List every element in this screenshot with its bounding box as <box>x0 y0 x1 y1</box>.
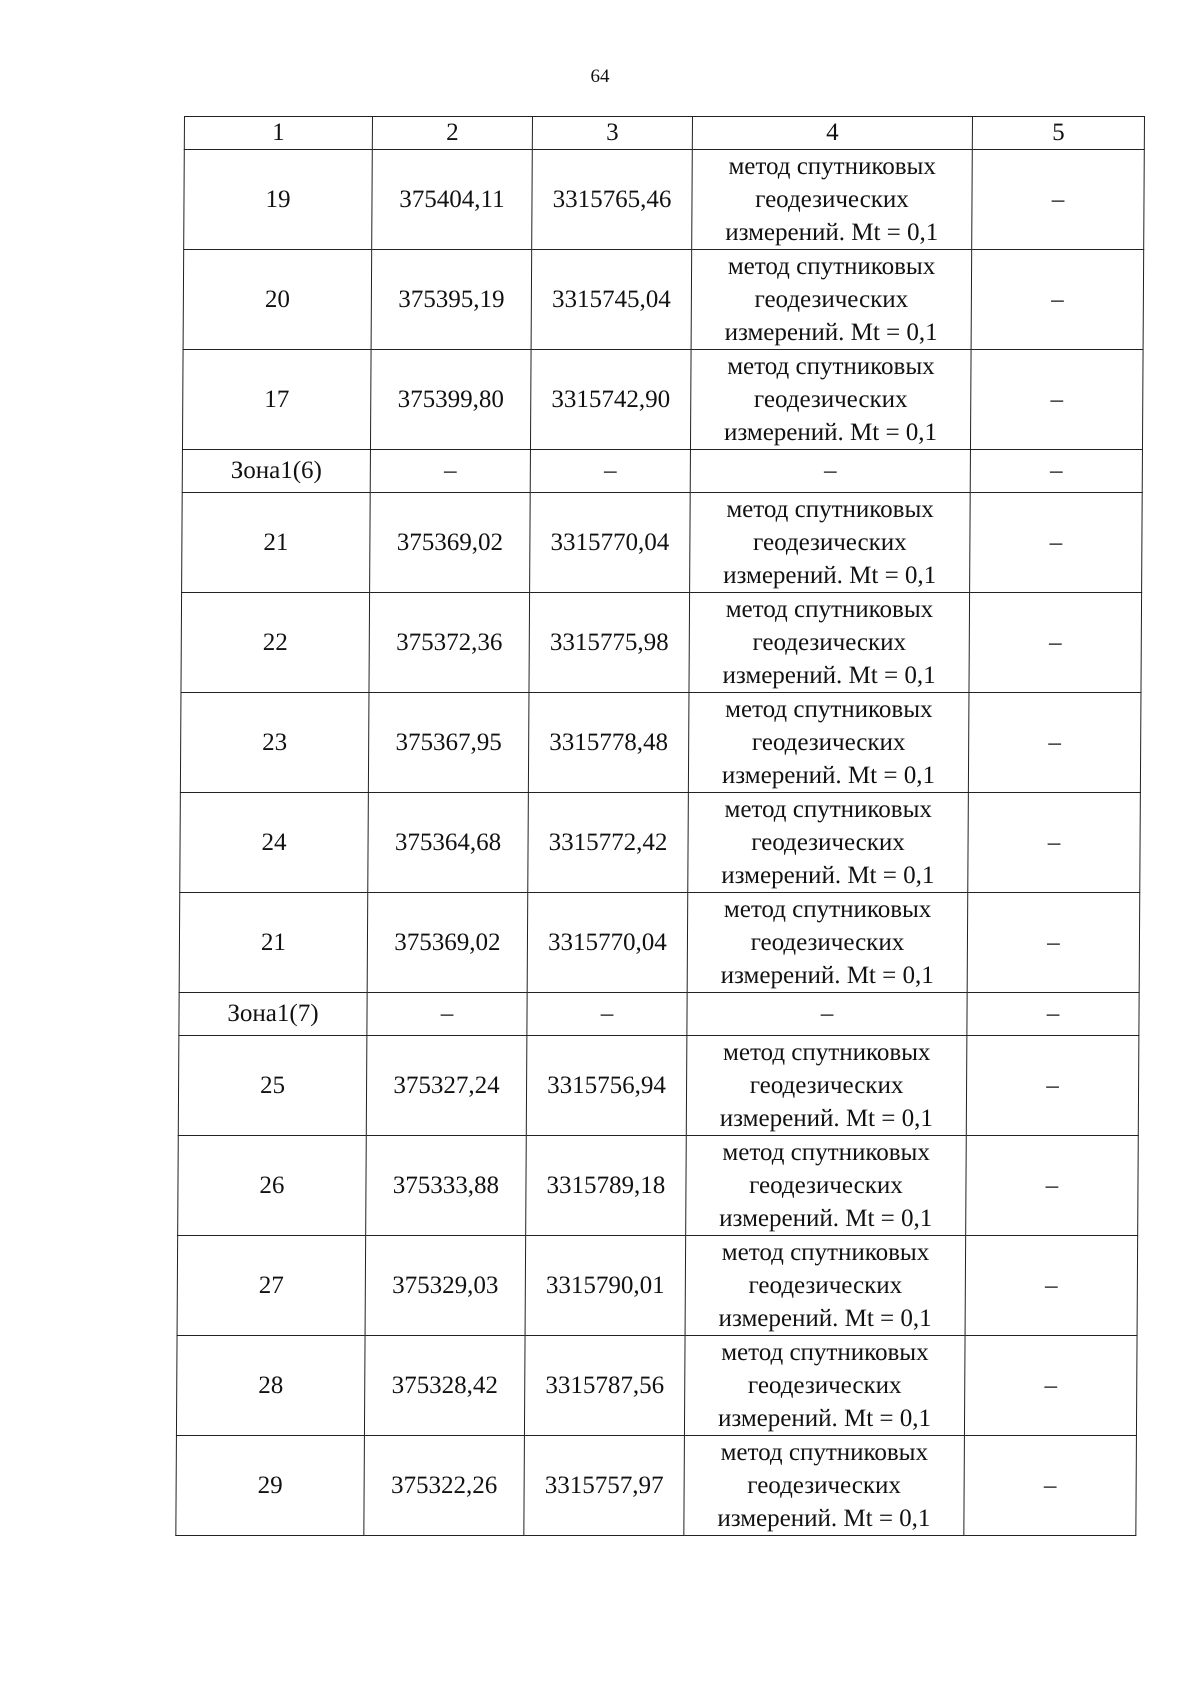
table-row <box>178 1136 1139 1236</box>
column-header-1: 1 <box>184 117 372 150</box>
method-cell <box>690 350 971 450</box>
table-row <box>177 1236 1138 1336</box>
table-row <box>182 350 1143 450</box>
table-row <box>179 893 1140 993</box>
coordinate-y-cell: 3315770,04 <box>527 893 688 993</box>
method-cell <box>686 1036 967 1136</box>
coordinates-table <box>175 116 1145 1536</box>
coordinate-y-cell: 3315742,90 <box>530 350 691 450</box>
table-row <box>176 1436 1137 1536</box>
coordinate-x-cell: 375328,42 <box>364 1336 525 1436</box>
method-text: метод спутниковых геодезических измерений. Mt = 0,1 <box>719 1039 933 1132</box>
note-cell: – <box>966 1136 1139 1236</box>
table-row <box>183 250 1144 350</box>
note-cell: – <box>966 1036 1139 1136</box>
coordinate-x-cell: 375372,36 <box>369 593 530 693</box>
coordinate-y-cell: 3315787,56 <box>524 1336 685 1436</box>
table-row <box>182 493 1143 593</box>
method-text: метод спутниковых геодезических измерений. Mt = 0,1 <box>723 353 938 446</box>
method-text: метод спутниковых геодезических измерений. Mt = 0,1 <box>720 896 934 989</box>
point-number-cell: 17 <box>182 350 371 450</box>
column-header-2: 2 <box>372 117 532 150</box>
method-cell <box>684 1436 965 1536</box>
note-cell: – <box>972 150 1145 250</box>
method-text: метод спутниковых геодезических измерений. Mt = 0,1 <box>717 1439 931 1532</box>
note-cell: – <box>964 1336 1137 1436</box>
point-number-cell: 24 <box>180 793 369 893</box>
point-number-cell: 22 <box>181 593 370 693</box>
coordinate-x-cell: – <box>370 450 530 493</box>
table-row <box>178 1036 1139 1136</box>
method-text: метод спутниковых геодезических измерений. Mt = 0,1 <box>721 696 936 789</box>
zone-label-cell: Зона1(6) <box>182 450 370 493</box>
table-row <box>180 793 1141 893</box>
table-row <box>181 593 1142 693</box>
method-cell: – <box>687 993 967 1036</box>
point-number-cell: 21 <box>182 493 371 593</box>
coordinate-y-cell: 3315770,04 <box>530 493 691 593</box>
table-body <box>176 117 1145 1536</box>
zone-row <box>179 993 1139 1036</box>
note-cell: – <box>970 493 1143 593</box>
note-cell: – <box>967 893 1140 993</box>
method-cell <box>684 1336 965 1436</box>
method-cell <box>692 150 973 250</box>
coordinate-y-cell: 3315765,46 <box>532 150 693 250</box>
note-cell: – <box>970 350 1143 450</box>
note-cell: – <box>968 693 1141 793</box>
note-cell: – <box>969 593 1142 693</box>
coordinate-y-cell: 3315745,04 <box>531 250 692 350</box>
coordinate-x-cell: 375404,11 <box>372 150 533 250</box>
coordinate-y-cell: 3315757,97 <box>524 1436 685 1536</box>
coordinate-x-cell: 375367,95 <box>368 693 529 793</box>
coordinate-y-cell: 3315756,94 <box>526 1036 687 1136</box>
method-cell <box>685 1236 966 1336</box>
coordinate-x-cell: 375329,03 <box>365 1236 526 1336</box>
method-cell <box>688 793 969 893</box>
column-header-4: 4 <box>692 117 972 150</box>
note-cell: – <box>971 250 1144 350</box>
point-number-cell: 29 <box>176 1436 365 1536</box>
method-text: метод спутниковых геодезических измерений. Mt = 0,1 <box>719 1139 933 1232</box>
coordinate-y-cell: – <box>530 450 690 493</box>
method-cell <box>690 493 971 593</box>
column-header-5: 5 <box>972 117 1144 150</box>
coordinate-y-cell: 3315778,48 <box>528 693 689 793</box>
page-number: 64 <box>590 66 610 87</box>
zone-label-cell: Зона1(7) <box>179 993 367 1036</box>
point-number-cell: 19 <box>184 150 373 250</box>
coordinate-x-cell: 375364,68 <box>368 793 529 893</box>
method-cell <box>691 250 972 350</box>
coordinate-y-cell: – <box>527 993 687 1036</box>
method-cell <box>688 693 969 793</box>
coordinate-y-cell: 3315789,18 <box>526 1136 687 1236</box>
note-cell: – <box>968 793 1141 893</box>
method-cell <box>689 593 970 693</box>
table-row <box>180 693 1141 793</box>
method-cell <box>687 893 968 993</box>
table-row <box>176 1336 1137 1436</box>
coordinate-y-cell: 3315772,42 <box>528 793 689 893</box>
coordinate-y-cell: 3315775,98 <box>529 593 690 693</box>
point-number-cell: 23 <box>180 693 369 793</box>
point-number-cell: 21 <box>179 893 368 993</box>
coordinate-x-cell: 375327,24 <box>366 1036 527 1136</box>
method-text: метод спутниковых геодезических измерений. Mt = 0,1 <box>722 596 936 689</box>
coordinate-y-cell: 3315790,01 <box>525 1236 686 1336</box>
method-text: метод спутниковых геодезических измерений. Mt = 0,1 <box>718 1239 932 1332</box>
coordinate-x-cell: – <box>367 993 527 1036</box>
method-text: метод спутниковых геодезических измерений. Mt = 0,1 <box>717 1339 932 1432</box>
column-header-3: 3 <box>532 117 692 150</box>
note-cell: – <box>970 450 1142 493</box>
coordinate-x-cell: 375322,26 <box>364 1436 525 1536</box>
table-header-row <box>184 117 1144 150</box>
point-number-cell: 25 <box>178 1036 367 1136</box>
method-text: метод спутниковых геодезических измерений. Mt = 0,1 <box>723 496 937 589</box>
coordinate-x-cell: 375369,02 <box>370 493 531 593</box>
point-number-cell: 26 <box>178 1136 367 1236</box>
coordinate-x-cell: 375399,80 <box>370 350 531 450</box>
method-cell <box>686 1136 967 1236</box>
point-number-cell: 27 <box>177 1236 366 1336</box>
note-cell: – <box>965 1236 1138 1336</box>
coordinate-x-cell: 375333,88 <box>366 1136 527 1236</box>
table-row <box>184 150 1145 250</box>
point-number-cell: 28 <box>176 1336 365 1436</box>
note-cell: – <box>967 993 1139 1036</box>
point-number-cell: 20 <box>183 250 372 350</box>
coordinate-x-cell: 375369,02 <box>367 893 528 993</box>
zone-row <box>182 450 1142 493</box>
method-text: метод спутниковых геодезических измерений. Mt = 0,1 <box>724 253 938 346</box>
method-cell: – <box>690 450 970 493</box>
coordinate-x-cell: 375395,19 <box>371 250 532 350</box>
method-text: метод спутниковых геодезических измерений. Mt = 0,1 <box>721 796 935 889</box>
note-cell: – <box>964 1436 1137 1536</box>
method-text: метод спутниковых геодезических измерений. Mt = 0,1 <box>725 153 939 246</box>
